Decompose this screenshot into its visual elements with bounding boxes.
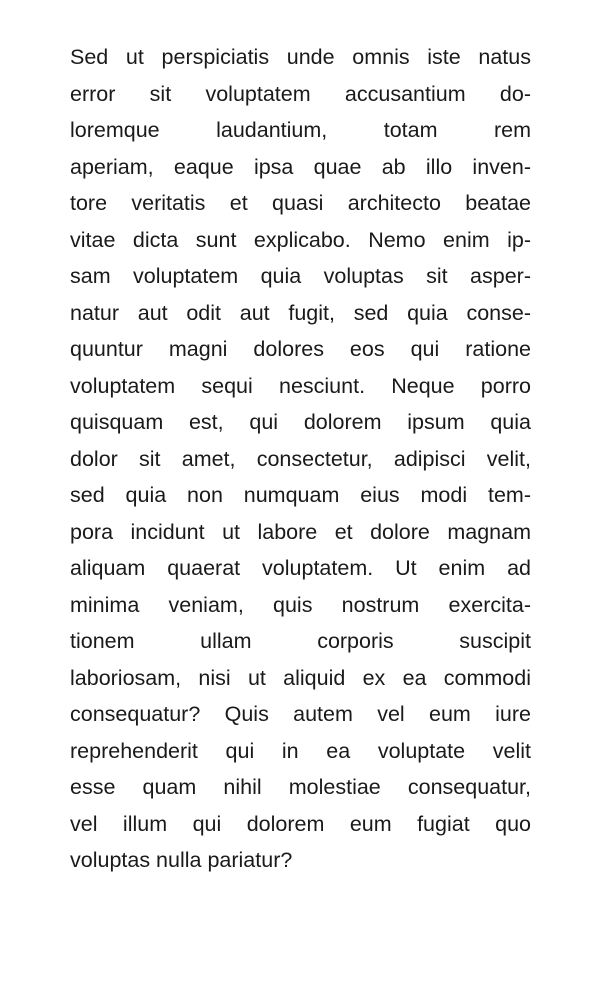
paragraph-line-7: sam voluptatem quia voluptas sit asper- [70, 264, 531, 288]
paragraph-line-5: tore veritatis et quasi architecto beatae [70, 191, 531, 215]
justified-paragraph [70, 39, 531, 879]
paragraph-line-11: quisquam est, qui dolorem ipsum quia [70, 410, 531, 434]
paragraph-line-3: loremque laudantium, totam rem [70, 118, 531, 142]
paragraph-line-21: esse quam nihil molestiae consequatur, [70, 775, 531, 799]
paragraph-line-18: laboriosam, nisi ut aliquid ex ea commodi [70, 665, 531, 690]
paragraph-line-12: dolor sit amet, consectetur, adipisci velit, [70, 446, 531, 471]
paragraph-line-10: voluptatem sequi nesciunt. Neque porro [70, 373, 531, 398]
paragraph-line-20: reprehenderit qui in ea voluptate velit [70, 738, 531, 763]
paragraph-line-1: Sed ut perspiciatis unde omnis iste natus [70, 45, 531, 69]
paragraph-line-22: vel illum qui dolorem eum fugiat quo [70, 811, 531, 836]
paragraph-line-19: consequatur? Quis autem vel eum iure [70, 702, 531, 726]
paragraph-line-16: minima veniam, quis nostrum exercita- [70, 592, 531, 617]
paragraph-line-2: error sit voluptatem accusantium do- [70, 81, 531, 106]
paragraph-line-8: natur aut odit aut fugit, sed quia conse- [70, 300, 531, 325]
paragraph-line-9: quuntur magni dolores eos qui ratione [70, 337, 531, 361]
paragraph-line-14: pora incidunt ut labore et dolore magnam [70, 519, 531, 544]
paragraph-line-23: voluptas nulla pariatur? [70, 848, 293, 872]
paragraph-line-6: vitae dicta sunt explicabo. Nemo enim ip- [70, 227, 531, 252]
paragraph-line-15: aliquam quaerat voluptatem. Ut enim ad [70, 556, 531, 580]
paragraph-line-13: sed quia non numquam eius modi tem- [70, 483, 531, 507]
paragraph-line-17: tionem ullam corporis suscipit [70, 629, 531, 653]
paragraph-line-4: aperiam, eaque ipsa quae ab illo inven- [70, 154, 531, 179]
